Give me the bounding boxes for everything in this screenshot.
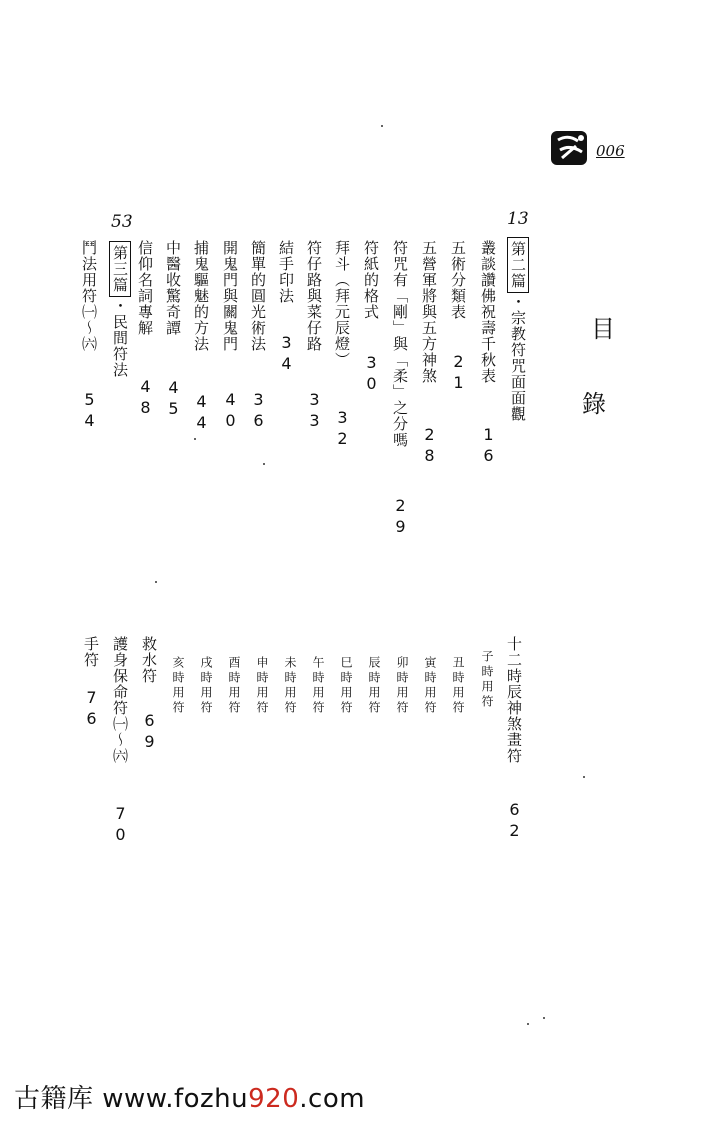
toc-entry-page: 69 [140,711,159,753]
toc-entry-text: 開鬼門與關鬼門 [221,240,239,352]
toc-entry-page: 44 [192,392,211,434]
toc-entry-text: 救水符 [140,636,158,684]
toc-entry-page: 76 [82,688,101,730]
toc-entry-page: 36 [249,390,268,432]
toc-entry-page: 54 [80,390,99,432]
chapter-three-heading [109,240,131,378]
toc-entry-page: 29 [391,496,410,538]
url-prefix: www.fozhu [102,1084,249,1114]
scan-speck [527,1023,529,1025]
toc-entry-text: 五術分類表 [449,240,467,320]
toc-entry-text: 午時用符 [311,656,325,716]
url-suffix: .com [299,1084,366,1114]
toc-entry-text: 護身保命符㈠～㈥ [111,636,129,764]
toc-entry-page: 33 [305,390,324,432]
toc-entry-text: 符仔路與菜仔路 [305,240,323,352]
toc-entry-text: 戌時用符 [199,656,213,716]
toc-entry-page: 48 [136,377,155,419]
toc-entry-text: 子時用符 [480,650,494,710]
chapter-two-heading [507,236,529,422]
url-number: 920 [248,1084,300,1114]
toc-entry-text: 辰時用符 [367,656,381,716]
toc-entry-text: 結手印法 [277,240,295,304]
toc-entry-page: 70 [111,804,130,846]
toc-entry-text: 信仰名詞專解 [136,240,154,336]
scan-speck [155,581,157,583]
scan-speck [263,463,265,465]
toc-entry-text: 卯時用符 [395,656,409,716]
page-marker: 13 [507,209,529,229]
scan-speck [543,1017,545,1019]
scan-speck [583,776,585,778]
toc-entry-page: 40 [221,390,240,432]
site-name: 古籍库 [14,1084,94,1114]
toc-entry-page: 32 [333,408,352,450]
toc-entry-text: 寅時用符 [423,656,437,716]
toc-entry-page: 62 [505,800,524,842]
scan-speck [381,125,383,127]
toc-entry-text: 鬥法用符㈠～㈥ [80,240,98,352]
toc-entry-page: 28 [420,425,439,467]
toc-entry-page: 34 [277,333,296,375]
page-number: 006 [596,142,625,160]
toc-entry-page: 30 [362,353,381,395]
chapter-subtitle: ・宗教符咒面面觀 [509,294,527,422]
toc-entry-text: 捕鬼驅魅的方法 [192,240,210,352]
toc-entry-page: 45 [164,378,183,420]
toc-entry-text: 申時用符 [255,656,269,716]
scan-speck [194,438,196,440]
toc-entry-text: 巳時用符 [339,656,353,716]
toc-entry-text: 未時用符 [283,656,297,716]
page-marker: 53 [111,212,133,232]
toc-entry-text: 符咒有「剛」與「柔」之分嗎 [391,240,409,448]
chapter-subtitle: ・民間符法 [111,298,129,378]
toc-entry-page: 16 [479,425,498,467]
toc-entry-text: 五營軍將與五方神煞 [420,240,438,384]
toc-entry-text: 手符 [82,636,100,668]
toc-title-mu: 目 [591,315,615,343]
toc-entry-text: 拜斗（拜元辰燈） [333,240,351,368]
toc-entry-text: 酉時用符 [227,656,241,716]
toc-entry-text: 亥時用符 [171,656,185,716]
seal-logo-icon [548,126,592,170]
toc-entry-text: 丑時用符 [451,656,465,716]
toc-entry-page: 21 [449,352,468,394]
toc-title-lu: 錄 [582,390,606,418]
toc-entry-text: 簡單的圓光術法 [249,240,267,352]
chapter-box: 第二篇 [507,237,529,293]
toc-entry-text: 叢談讚佛祝壽千秋表 [479,240,497,384]
chapter-box: 第三篇 [109,241,131,297]
site-watermark [14,1078,365,1115]
toc-entry-text: 十二時辰神煞畫符 [505,636,523,764]
toc-entry-text: 符紙的格式 [362,240,380,320]
toc-entry-text: 中醫收驚奇譚 [164,240,182,336]
